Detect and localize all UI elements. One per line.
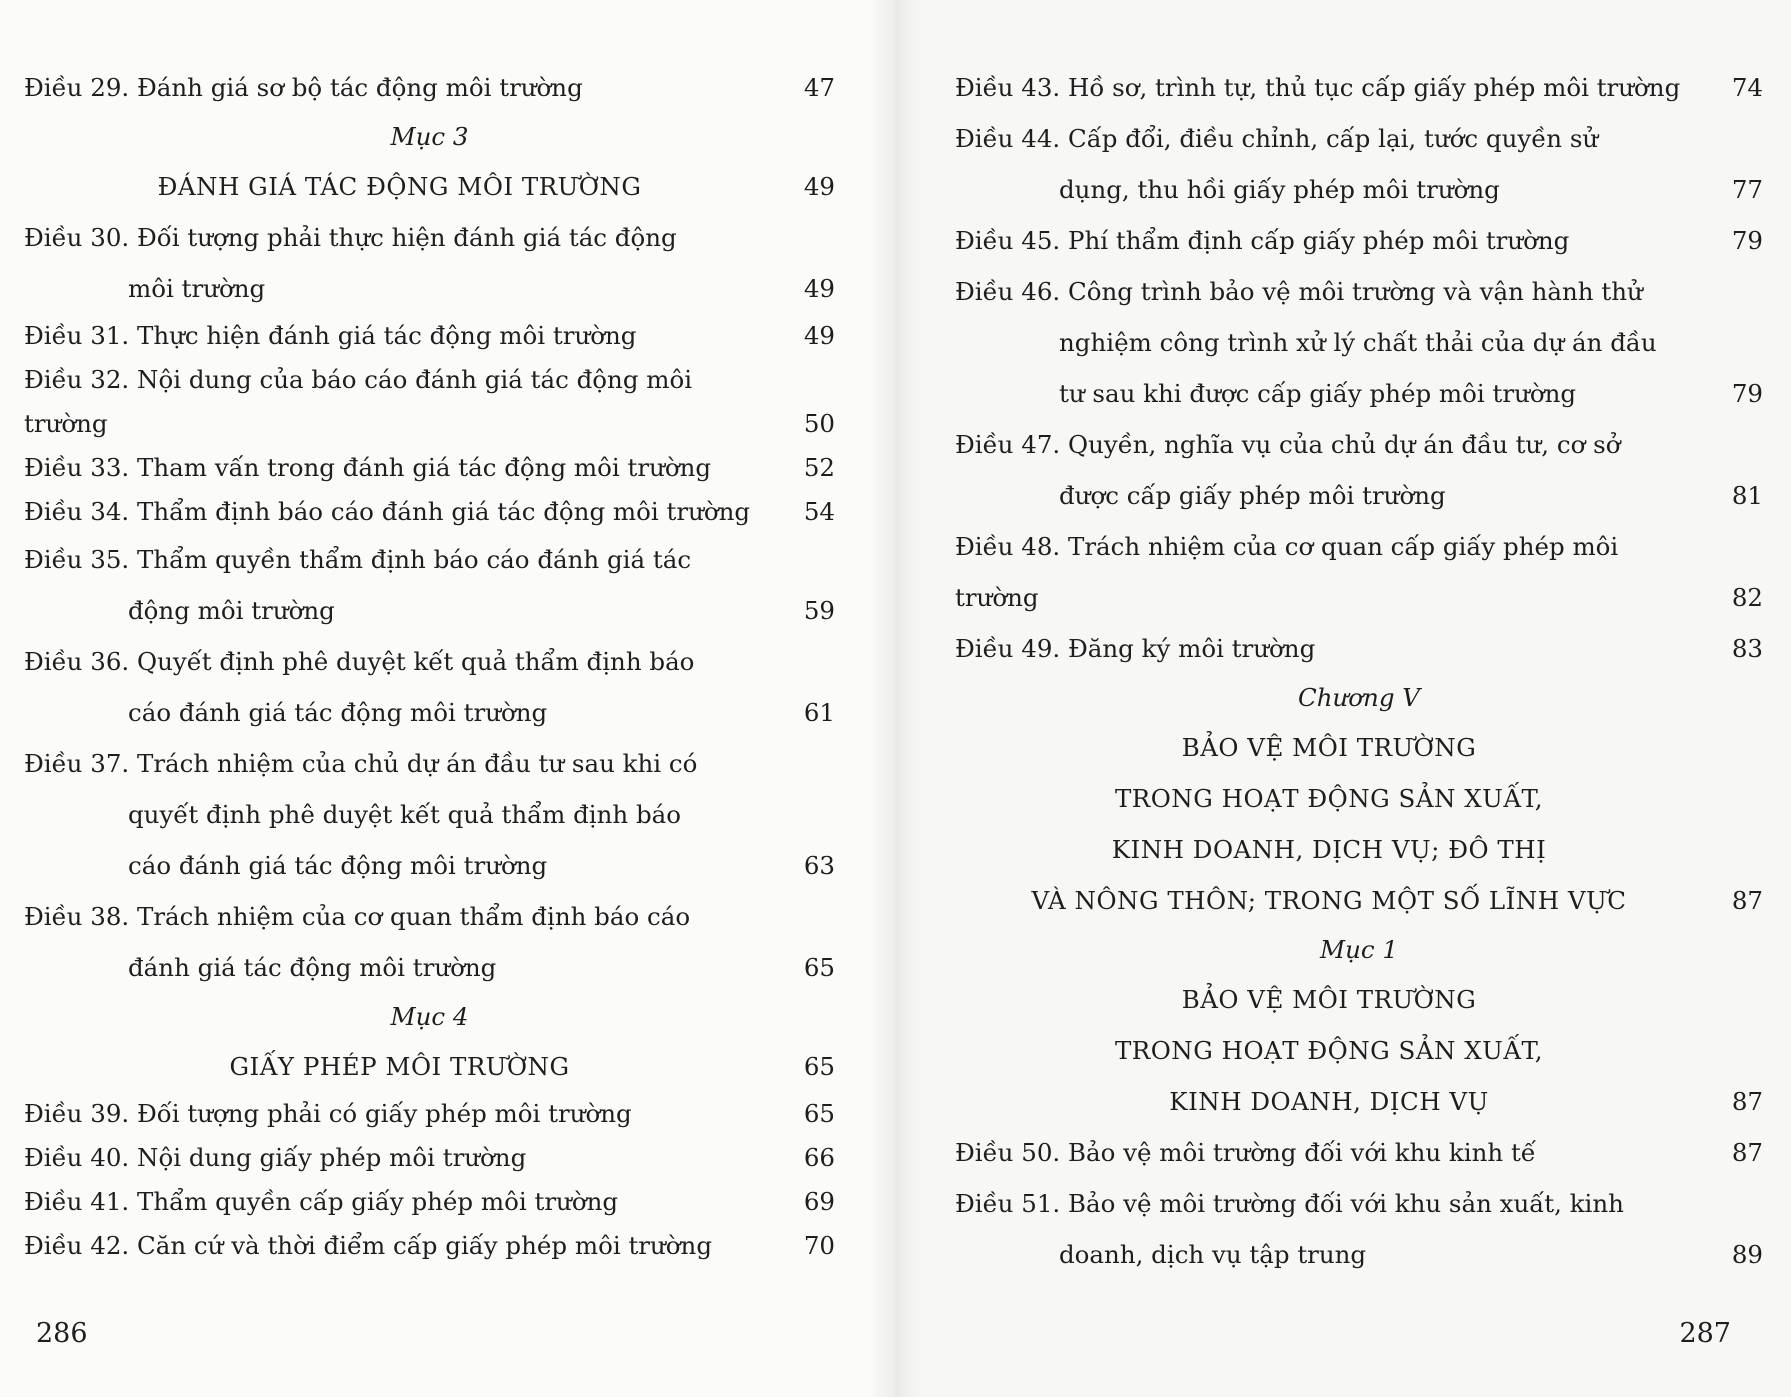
entry-text: Điều 44. Cấp đổi, điều chỉnh, cấp lại, tước quyền sử — [955, 124, 1599, 153]
entry-text: được cấp giấy phép môi trường — [1059, 481, 1446, 510]
entry-text: Điều 36. Quyết định phê duyệt kết quả thẩm định báo — [24, 647, 695, 676]
toc-entry — [955, 62, 1763, 113]
entry-text: Điều 40. Nội dung giấy phép môi trường — [24, 1143, 527, 1172]
toc-entry — [955, 266, 1763, 419]
toc-entry — [24, 446, 835, 490]
toc-entry — [955, 419, 1763, 521]
gutter-shadow — [869, 0, 895, 1397]
entry-text: Điều 38. Trách nhiệm của cơ quan thẩm định báo cáo — [24, 902, 691, 931]
page-number: 286 — [36, 1318, 88, 1349]
toc-entry — [24, 891, 835, 993]
toc-entry — [24, 314, 835, 358]
toc-entry — [24, 1092, 835, 1136]
right-page — [895, 0, 1791, 1397]
section-label: Mục 3 — [390, 122, 469, 151]
entry-text: Điều 29. Đánh giá sơ bộ tác động môi trường — [24, 73, 583, 102]
page-ref: 65 — [803, 1099, 835, 1128]
page-ref: 65 — [803, 1052, 835, 1081]
entry-text: Điều 34. Thẩm định báo cáo đánh giá tác động môi trường — [24, 497, 751, 526]
page-ref: 59 — [803, 596, 835, 625]
section-label: Mục 4 — [390, 1002, 469, 1031]
page-ref: 54 — [803, 497, 835, 526]
toc-entry — [24, 1136, 835, 1180]
entry-text: cáo đánh giá tác động môi trường — [128, 698, 548, 727]
page-ref: 63 — [803, 851, 835, 880]
page-ref: 83 — [1731, 634, 1763, 663]
toc-entry — [955, 623, 1763, 674]
entry-text: Điều 47. Quyền, nghĩa vụ của chủ dự án đầu tư, cơ sở — [955, 430, 1621, 459]
entry-text: Điều 39. Đối tượng phải có giấy phép môi trường — [24, 1099, 632, 1128]
entry-text: Điều 35. Thẩm quyền thẩm định báo cáo đánh giá tác — [24, 545, 692, 574]
page-ref: 50 — [803, 409, 835, 438]
entry-text: đánh giá tác động môi trường — [128, 953, 497, 982]
entry-text: Điều 49. Đăng ký môi trường — [955, 634, 1316, 663]
entry-text: Điều 50. Bảo vệ môi trường đối với khu kinh tế — [955, 1138, 1536, 1167]
entry-text: Điều 41. Thẩm quyền cấp giấy phép môi trường — [24, 1187, 619, 1216]
toc-entry — [955, 215, 1763, 266]
page-number: 287 — [1679, 1318, 1731, 1349]
entry-text: quyết định phê duyệt kết quả thẩm định báo — [128, 800, 682, 829]
page-ref: 79 — [1731, 379, 1763, 408]
entry-text: Điều 42. Căn cứ và thời điểm cấp giấy phép môi trường — [24, 1231, 713, 1260]
toc-entry — [24, 534, 835, 636]
heading-line: VÀ NÔNG THÔN; TRONG MỘT SỐ LĨNH VỰC — [1031, 886, 1627, 915]
section-label: Chương V — [1298, 683, 1420, 712]
entry-text: Điều 32. Nội dung của báo cáo đánh giá tác động môi trường — [24, 365, 693, 438]
entry-text: Điều 51. Bảo vệ môi trường đối với khu sản xuất, kinh — [955, 1189, 1624, 1218]
page-ref: 81 — [1731, 481, 1763, 510]
heading-line: BẢO VỆ MÔI TRƯỜNG — [1181, 985, 1477, 1014]
page-ref: 77 — [1731, 175, 1763, 204]
page-ref: 89 — [1731, 1240, 1763, 1269]
heading-line: TRONG HOẠT ĐỘNG SẢN XUẤT, — [1114, 1036, 1544, 1065]
heading-line: GIẤY PHÉP MÔI TRƯỜNG — [229, 1052, 570, 1081]
page-ref: 69 — [803, 1187, 835, 1216]
page-ref: 87 — [1731, 1138, 1763, 1167]
page-ref: 70 — [803, 1231, 835, 1260]
entry-text: môi trường — [128, 274, 266, 303]
page-ref: 66 — [803, 1143, 835, 1172]
entry-text: Điều 33. Tham vấn trong đánh giá tác động môi trường — [24, 453, 712, 482]
table-of-contents-right — [955, 62, 1763, 1280]
page-ref: 52 — [803, 453, 835, 482]
page-ref: 61 — [803, 698, 835, 727]
toc-entry — [24, 490, 835, 534]
entry-text: tư sau khi được cấp giấy phép môi trường — [1059, 379, 1577, 408]
section-heading — [955, 974, 1763, 1127]
page-ref: 82 — [1731, 583, 1763, 612]
page-ref: 65 — [803, 953, 835, 982]
section-heading — [24, 161, 835, 212]
entry-text: cáo đánh giá tác động môi trường — [128, 851, 548, 880]
toc-entry — [955, 113, 1763, 215]
entry-text: Điều 30. Đối tượng phải thực hiện đánh giá tác động — [24, 223, 677, 252]
toc-entry — [955, 521, 1763, 623]
gutter-shadow — [895, 0, 921, 1397]
entry-text: Điều 31. Thực hiện đánh giá tác động môi trường — [24, 321, 637, 350]
entry-text: nghiệm công trình xử lý chất thải của dự án đầu — [1059, 328, 1657, 357]
page-ref: 87 — [1731, 1087, 1763, 1116]
left-page — [0, 0, 895, 1397]
section-label: Mục 1 — [1320, 935, 1398, 964]
entry-text: doanh, dịch vụ tập trung — [1059, 1240, 1367, 1269]
table-of-contents-left — [24, 62, 835, 1268]
toc-entry — [24, 636, 835, 738]
toc-entry — [24, 358, 835, 446]
entry-text: Điều 46. Công trình bảo vệ môi trường và vận hành thử — [955, 277, 1643, 306]
page-ref: 49 — [803, 321, 835, 350]
page-ref: 87 — [1731, 886, 1763, 915]
heading-line: TRONG HOẠT ĐỘNG SẢN XUẤT, — [1114, 784, 1544, 813]
page-ref: 74 — [1731, 73, 1763, 102]
toc-entry — [24, 212, 835, 314]
heading-line: BẢO VỆ MÔI TRƯỜNG — [1181, 733, 1477, 762]
toc-entry — [24, 62, 835, 113]
page-ref: 49 — [803, 172, 835, 201]
toc-entry — [24, 738, 835, 891]
page-ref: 49 — [803, 274, 835, 303]
entry-text: dụng, thu hồi giấy phép môi trường — [1059, 175, 1500, 204]
entry-text: Điều 37. Trách nhiệm của chủ dự án đầu tư sau khi có — [24, 749, 698, 778]
page-ref: 47 — [803, 73, 835, 102]
heading-line: ĐÁNH GIÁ TÁC ĐỘNG MÔI TRƯỜNG — [157, 172, 642, 201]
entry-text: động môi trường — [128, 596, 335, 625]
entry-text: Điều 48. Trách nhiệm của cơ quan cấp giấy phép môi trường — [955, 532, 1619, 612]
toc-entry — [24, 1224, 835, 1268]
entry-text: Điều 43. Hồ sơ, trình tự, thủ tục cấp giấy phép môi trường — [955, 73, 1681, 102]
section-heading — [24, 1041, 835, 1092]
heading-line: KINH DOANH, DỊCH VỤ — [1169, 1087, 1489, 1116]
toc-entry — [955, 1127, 1763, 1178]
toc-entry — [24, 1180, 835, 1224]
section-heading — [955, 722, 1763, 926]
heading-line: KINH DOANH, DỊCH VỤ; ĐÔ THỊ — [1111, 835, 1547, 864]
entry-text: Điều 45. Phí thẩm định cấp giấy phép môi trường — [955, 226, 1570, 255]
page-ref: 79 — [1731, 226, 1763, 255]
toc-entry — [955, 1178, 1763, 1280]
